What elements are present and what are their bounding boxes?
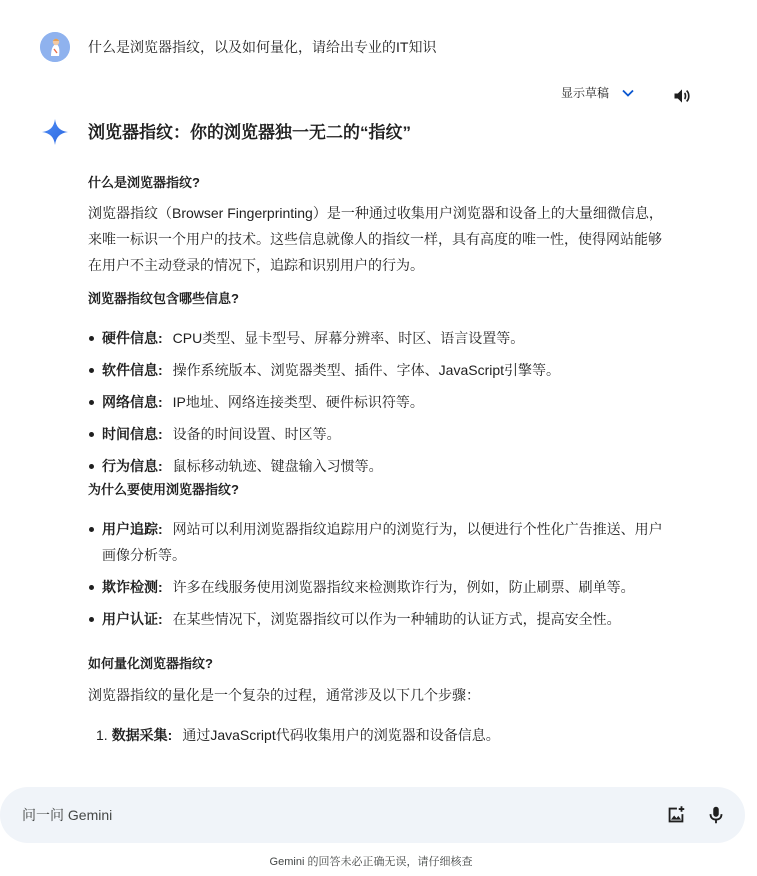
list-item-term: 用户追踪: [102,521,163,537]
gemini-sparkle-icon [40,117,70,147]
why-list [88,516,663,632]
user-prompt-text: 什么是浏览器指纹，以及如何量化，请给出专业的IT知识 [88,39,437,55]
list-item-text: 许多在线服务使用浏览器指纹来检测欺诈行为，例如，防止刷票、刷单等。 [172,579,635,595]
list-item [88,574,663,600]
list-item-term: 时间信息: [102,426,163,442]
response-title: 浏览器指纹：你的浏览器独一无二的“指纹” [88,123,411,142]
user-message [40,32,436,62]
list-item-text: 操作系统版本、浏览器类型、插件、字体、JavaScript引擎等。 [172,362,561,378]
prompt-input[interactable]: 问一问 Gemini [22,807,113,823]
list-item [88,357,663,383]
section-heading-what: 什么是浏览器指纹? [88,175,200,190]
list-item-text: 网站可以利用浏览器指纹追踪用户的浏览行为，以便进行个性化广告推送、用户画像分析等。 [102,521,663,563]
list-item-term: 行为信息: [102,458,163,474]
show-drafts-label: 显示草稿 [561,86,610,100]
list-item-term: 硬件信息: [102,330,163,346]
list-item-term: 欺诈检测: [102,579,163,595]
list-item [88,722,663,748]
microphone-icon [705,804,727,826]
model-response [88,121,663,748]
list-item-term: 数据采集: [111,727,173,743]
microphone-button[interactable] [704,803,728,827]
avatar-illustration-icon [40,32,70,62]
speaker-icon [672,86,692,106]
add-image-button[interactable] [664,803,688,827]
prompt-input-bar[interactable] [0,787,745,843]
list-item-text: 通过JavaScript代码收集用户的浏览器和设备信息。 [182,727,500,743]
section-heading-contents: 浏览器指纹包含哪些信息? [88,291,239,306]
chevron-down-icon [621,86,635,100]
show-drafts-button[interactable] [561,84,635,101]
add-image-icon [665,804,687,826]
list-item-text: 设备的时间设置、时区等。 [172,426,341,442]
step-number: 1. [96,727,108,743]
list-item-term: 软件信息: [102,362,163,378]
section-paragraph-quantify: 浏览器指纹的量化是一个复杂的过程，通常涉及以下几个步骤： [88,687,480,703]
list-item [88,453,663,479]
list-item [88,516,663,568]
user-avatar [40,32,70,62]
section-heading-why: 为什么要使用浏览器指纹? [88,482,239,497]
list-item [88,325,663,351]
list-item-text: CPU类型、显卡型号、屏幕分辨率、时区、语言设置等。 [172,330,525,346]
read-aloud-button[interactable] [671,85,693,107]
section-paragraph-what: 浏览器指纹（Browser Fingerprinting）是一种通过收集用户浏览器和设备上的大量细微信息，来唯一标识一个用户的技术。这些信息就像人的指纹一样，具有高度的唯一性，使得网站能够在用户不主动登录的情况下，追踪和识别用户的行为。 [88,205,663,273]
list-item [88,389,663,415]
list-item-term: 用户认证: [102,611,163,627]
list-item-text: IP地址、网络连接类型、硬件标识符等。 [172,394,424,410]
list-item-text: 鼠标移动轨迹、键盘输入习惯等。 [172,458,383,474]
list-item-text: 在某些情况下，浏览器指纹可以作为一种辅助的认证方式，提高安全性。 [172,611,621,627]
list-item [88,421,663,447]
section-heading-quantify: 如何量化浏览器指纹? [88,656,213,671]
disclaimer-text: Gemini 的回答未必正确无误，请仔细核查 [269,856,473,868]
list-item-term: 网络信息: [102,394,163,410]
contents-list [88,325,663,479]
quantify-steps [88,722,663,748]
list-item [88,606,663,632]
